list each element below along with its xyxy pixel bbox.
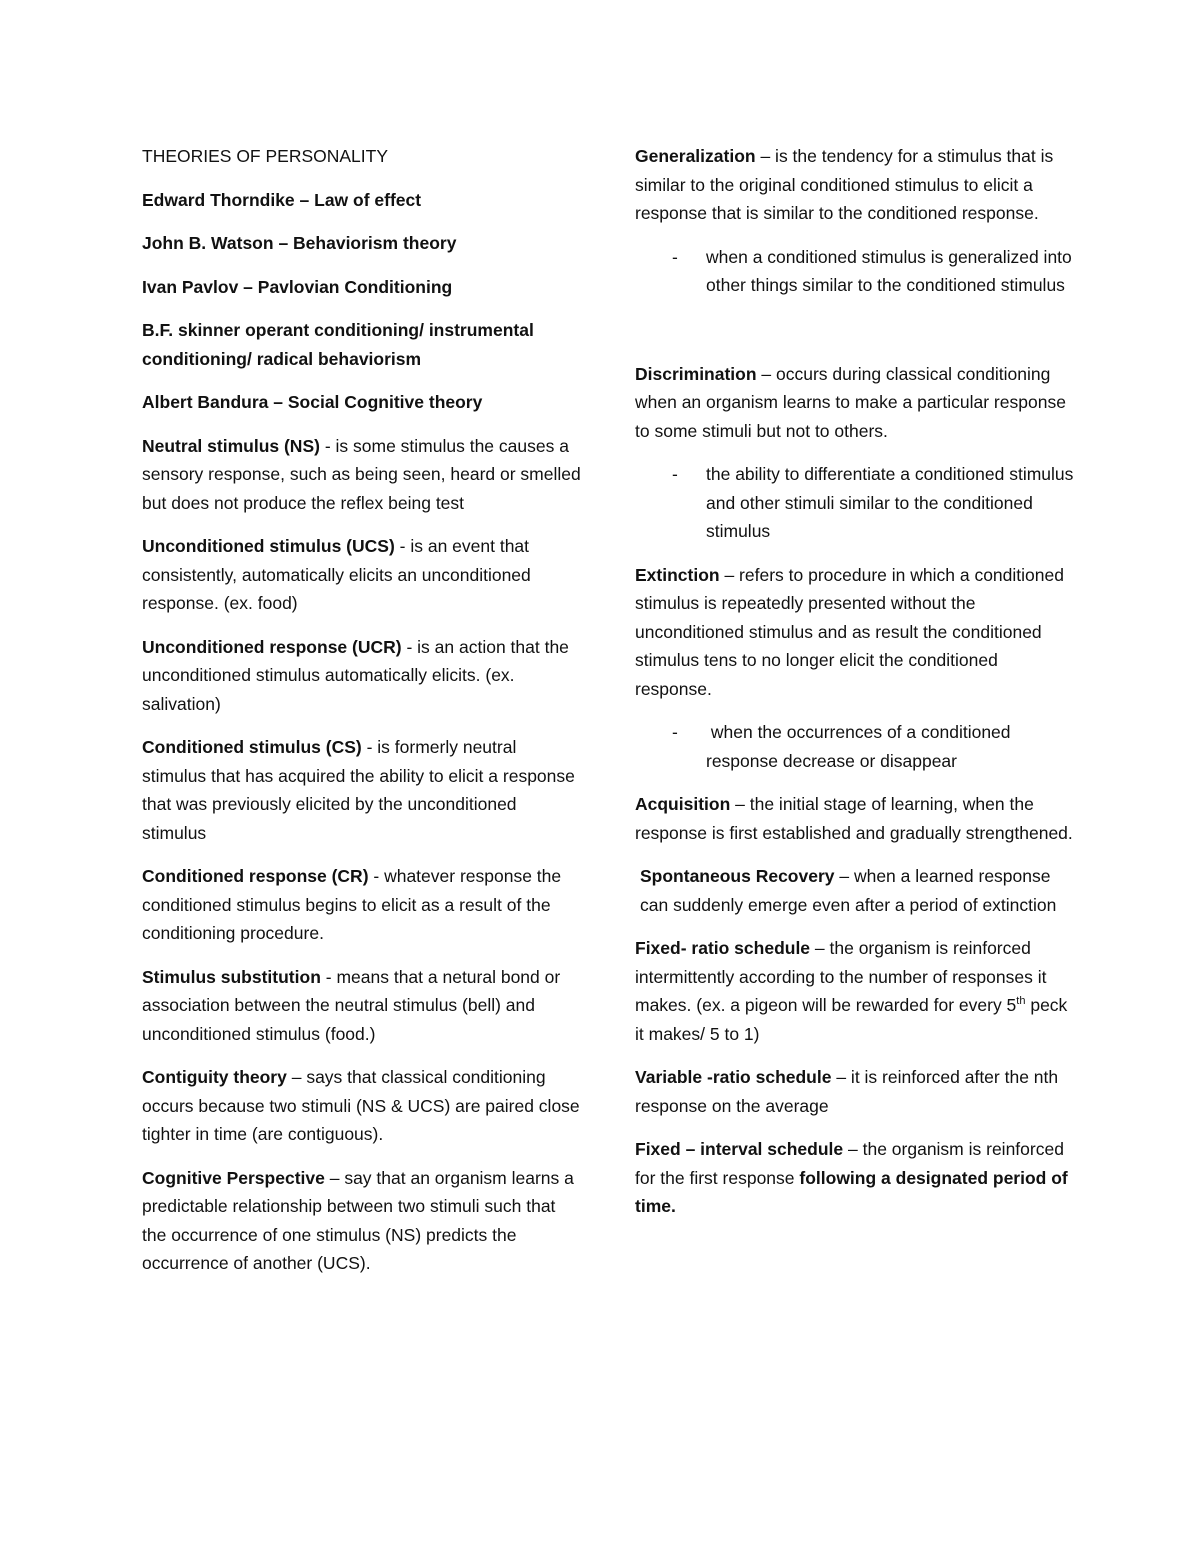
term-unconditioned-stimulus: Unconditioned stimulus (UCS) - is an event that consistently, automatically elicits an unconditioned response. (ex. food) [142,536,531,613]
bullet-generalization [635,243,1075,300]
bullet-dash: - [672,464,678,484]
spacer [635,315,1075,360]
theorist-bandura: Albert Bandura – Social Cognitive theory [142,392,483,412]
term-unconditioned-response: Unconditioned response (UCR) - is an action that the unconditioned stimulus automatically elicits. (ex. salivation) [142,636,569,714]
term-contiguity-theory: Contiguity theory – says that classical conditioning occurs because two stimuli (NS & UCS) are paired close tighter in time (are contiguous). [142,1067,580,1144]
term-cognitive-perspective: Cognitive Perspective – say that an organism learns a predictable relationship between two stimuli such that the occurrence of one stimulus (NS) predicts the occurrence of another (UCS). [142,1167,574,1273]
term-fixed-interval: Fixed – interval schedule – the organism is reinforced for the first response following a designated period of time. [635,1139,1068,1216]
term-acquisition: Acquisition – the initial stage of learning, when the response is first established and gradually strengthened. [635,794,1073,843]
term-fixed-ratio: Fixed- ratio schedule – the organism is reinforced intermittently according to the number of responses it makes. (ex. a pigeon will be rewarded for every 5th peck it makes/ 5 to 1) [635,938,1068,1044]
theorist-skinner: B.F. skinner operant conditioning/ instrumental conditioning/ radical behaviorism [142,320,534,369]
term-conditioned-stimulus: Conditioned stimulus (CS) - is formerly neutral stimulus that has acquired the ability to elicit a response that was previously elicited by the unconditioned stimulus [142,737,575,843]
term-neutral-stimulus: Neutral stimulus (NS) - is some stimulus the causes a sensory response, such as being seen, heard or smelled but does not produce the reflex being test [142,435,581,513]
term-spontaneous-recovery: Spontaneous Recovery – when a learned response can suddenly emerge even after a period of extinction [640,866,1057,915]
term-stimulus-substitution: Stimulus substitution - means that a netural bond or association between the neutral stimulus (bell) and unconditioned stimulus (food.) [142,966,561,1044]
term-discrimination: Discrimination – occurs during classical conditioning when an organism learns to make a particular response to some stimuli but not to others. [635,363,1066,441]
bullet-discrimination [635,460,1075,546]
page-title: THEORIES OF PERSONALITY [142,146,389,166]
right-column [635,142,1075,1236]
term-extinction: Extinction – refers to procedure in which a conditioned stimulus is repeatedly presented without the unconditioned stimulus and as result the conditioned stimulus tens to no longer elicit the conditioned response. [635,564,1064,699]
bullet-dash: - [672,246,678,267]
theorist-pavlov: Ivan Pavlov – Pavlovian Conditioning [142,276,453,297]
left-column [142,142,582,1293]
term-generalization: Generalization – is the tendency for a stimulus that is similar to the original conditioned stimulus to elicit a response that is similar to the conditioned response. [635,146,1054,223]
term-variable-ratio: Variable -ratio schedule – it is reinforced after the nth response on the average [635,1067,1059,1116]
bullet-extinction [635,718,1075,775]
theorist-watson: John B. Watson – Behaviorism theory [142,233,457,253]
bullet-text: when the occurrences of a conditioned response decrease or disappear [706,722,1016,771]
bullet-text: the ability to differentiate a conditioned stimulus and other stimuli similar to the conditioned stimulus [706,464,1074,541]
bullet-dash: - [672,722,678,742]
theorist-thorndike: Edward Thorndike – Law of effect [142,189,422,210]
bullet-text: when a conditioned stimulus is generalized into other things similar to the conditioned stimulus [706,246,1072,295]
term-conditioned-response: Conditioned response (CR) - whatever response the conditioned stimulus begins to elicit as a result of the conditioning procedure. [142,866,562,943]
